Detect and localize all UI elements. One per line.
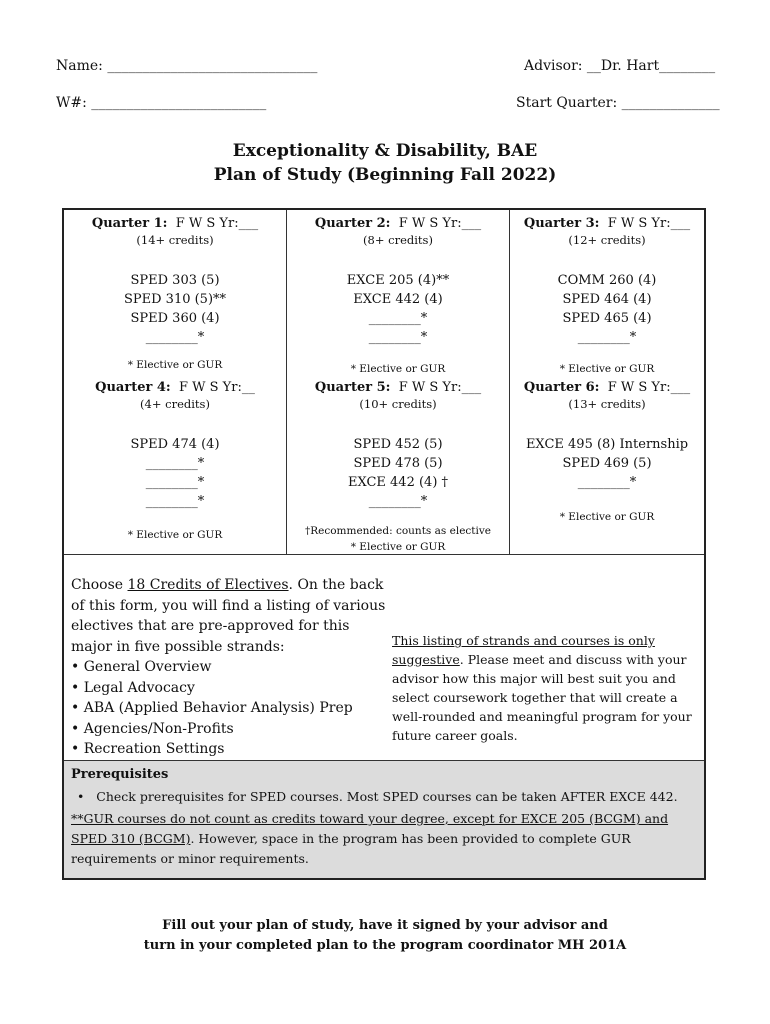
strand-item: • ABA (Applied Behavior Analysis) Prep [71,698,391,719]
quarter-6-label: Quarter 6: [523,380,600,395]
quarter-3-course: SPED 464 (4) [562,292,652,307]
quarter-3-label: Quarter 3: [523,216,600,231]
quarter-3-course: SPED 465 (4) [562,311,652,326]
quarter-row-2 [64,376,704,554]
quarter-3-course: COMM 260 (4) [557,273,657,288]
quarter-1-label: Quarter 1: [91,216,168,231]
quarter-2-elective-blank[interactable]: ________* [368,330,428,345]
quarter-3-term-select[interactable]: F W S Yr:___ [607,216,691,231]
quarter-4-credits: (4+ credits) [140,397,210,411]
strands-list [71,657,391,760]
name-field[interactable]: Name: ______________________________ [56,58,318,74]
quarter-2-course: EXCE 442 (4) [353,292,443,307]
strand-item: • Agencies/Non-Profits [71,719,391,740]
electives-credits-link: 18 Credits of Electives [127,577,289,593]
quarter-6-term-select[interactable]: F W S Yr:___ [607,380,691,395]
quarter-5-course: EXCE 442 (4) † [347,475,449,490]
prerequisites-heading: Prerequisites [71,767,169,782]
quarter-1-course: SPED 360 (4) [130,311,220,326]
w-number-field[interactable]: W#: _________________________ [56,95,267,111]
quarter-4-elective-blank[interactable]: ________* [145,456,205,471]
prerequisites-section [64,760,704,878]
quarter-6-elective-blank[interactable]: ________* [577,475,637,490]
quarter-4-term-select[interactable]: F W S Yr:__ [178,380,255,395]
quarter-5-recommended-note: †Recommended: counts as elective [304,525,492,537]
strand-item: • Legal Advocacy [71,678,391,699]
quarter-3-elective-blank[interactable]: ________* [577,330,637,345]
quarter-4-course: SPED 474 (4) [130,437,220,452]
quarter-4-cell [64,376,286,554]
quarter-4-note: * Elective or GUR [127,529,223,541]
quarter-2-label: Quarter 2: [314,216,391,231]
quarter-4-label: Quarter 4: [95,380,171,395]
quarter-2-course: EXCE 205 (4)** [346,273,450,288]
quarter-1-course: SPED 310 (5)** [123,292,227,307]
strand-item: • General Overview [71,657,391,678]
quarter-row-1 [64,210,704,376]
electives-intro: Choose 18 Credits of Electives. On the back of this form, you will find a listing of various electives that are pre-approved for this major in five possible strands: • General Overview • Legal Advocacy • ABA (Applied Behavior Analysis) Prep • Agencies/Non-Profits • Recreation Settings [71,575,391,760]
quarter-2-elective-blank[interactable]: ________* [368,311,428,326]
document-subtitle: Plan of Study (Beginning Fall 2022) [213,165,557,185]
document-title: Exceptionality & Disability, BAE [232,141,538,161]
quarter-2-credits: (8+ credits) [363,233,433,247]
quarter-5-elective-blank[interactable]: ________* [368,494,428,509]
strands-advice-note: This listing of strands and courses is only suggestive. Please meet and discuss with your advisor how this major will best suit you and select coursework together that will create a well-rounded and meaningful program for your future career goals. [392,633,692,743]
quarter-1-elective-blank[interactable]: ________* [145,330,205,345]
plan-of-study-table [62,208,706,880]
gur-note: **GUR courses do not count as credits toward your degree, except for EXCE 205 (BCGM) and SPED 310 (BCGM). However, space in the program has been provided to complete GUR requirements or minor requirements. [71,811,669,866]
quarter-6-course: EXCE 495 (8) Internship [525,437,689,452]
quarter-1-term-select[interactable]: F W S Yr:___ [175,216,259,231]
start-quarter-field[interactable]: Start Quarter: ______________ [516,95,720,111]
quarter-1-note: * Elective or GUR [127,359,223,371]
quarter-3-credits: (12+ credits) [568,233,646,247]
quarter-6-credits: (13+ credits) [568,397,646,411]
quarter-6-course: SPED 469 (5) [562,456,652,471]
quarter-3-cell [509,210,704,376]
quarter-5-term-select[interactable]: F W S Yr:___ [398,380,482,395]
quarter-1-course: SPED 303 (5) [130,273,220,288]
quarter-6-note: * Elective or GUR [559,511,655,523]
quarter-1-credits: (14+ credits) [136,233,214,247]
quarter-5-note: * Elective or GUR [350,541,446,553]
quarter-5-credits: (10+ credits) [359,397,437,411]
quarter-3-note: * Elective or GUR [559,363,655,375]
strand-item: • Recreation Settings [71,739,391,760]
advisor-field[interactable]: Advisor: __Dr. Hart________ [524,58,716,74]
quarter-5-cell [286,376,509,554]
quarter-5-label: Quarter 5: [314,380,391,395]
quarter-4-elective-blank[interactable]: ________* [145,494,205,509]
prerequisites-bullet: • Check prerequisites for SPED courses. Most SPED courses can be taken AFTER EXCE 442. [77,789,678,804]
quarter-2-term-select[interactable]: F W S Yr:___ [398,216,482,231]
quarter-5-course: SPED 452 (5) [353,437,443,452]
footer-instructions: Fill out your plan of study, have it signed by your advisor and turn in your completed plan to the program coordinator MH 201A [143,918,627,953]
quarter-5-course: SPED 478 (5) [353,456,443,471]
electives-section [64,554,704,761]
quarter-1-cell [64,210,286,376]
quarter-2-cell [286,210,509,376]
quarter-6-cell [509,376,704,554]
quarter-4-elective-blank[interactable]: ________* [145,475,205,490]
quarter-2-note: * Elective or GUR [350,363,446,375]
